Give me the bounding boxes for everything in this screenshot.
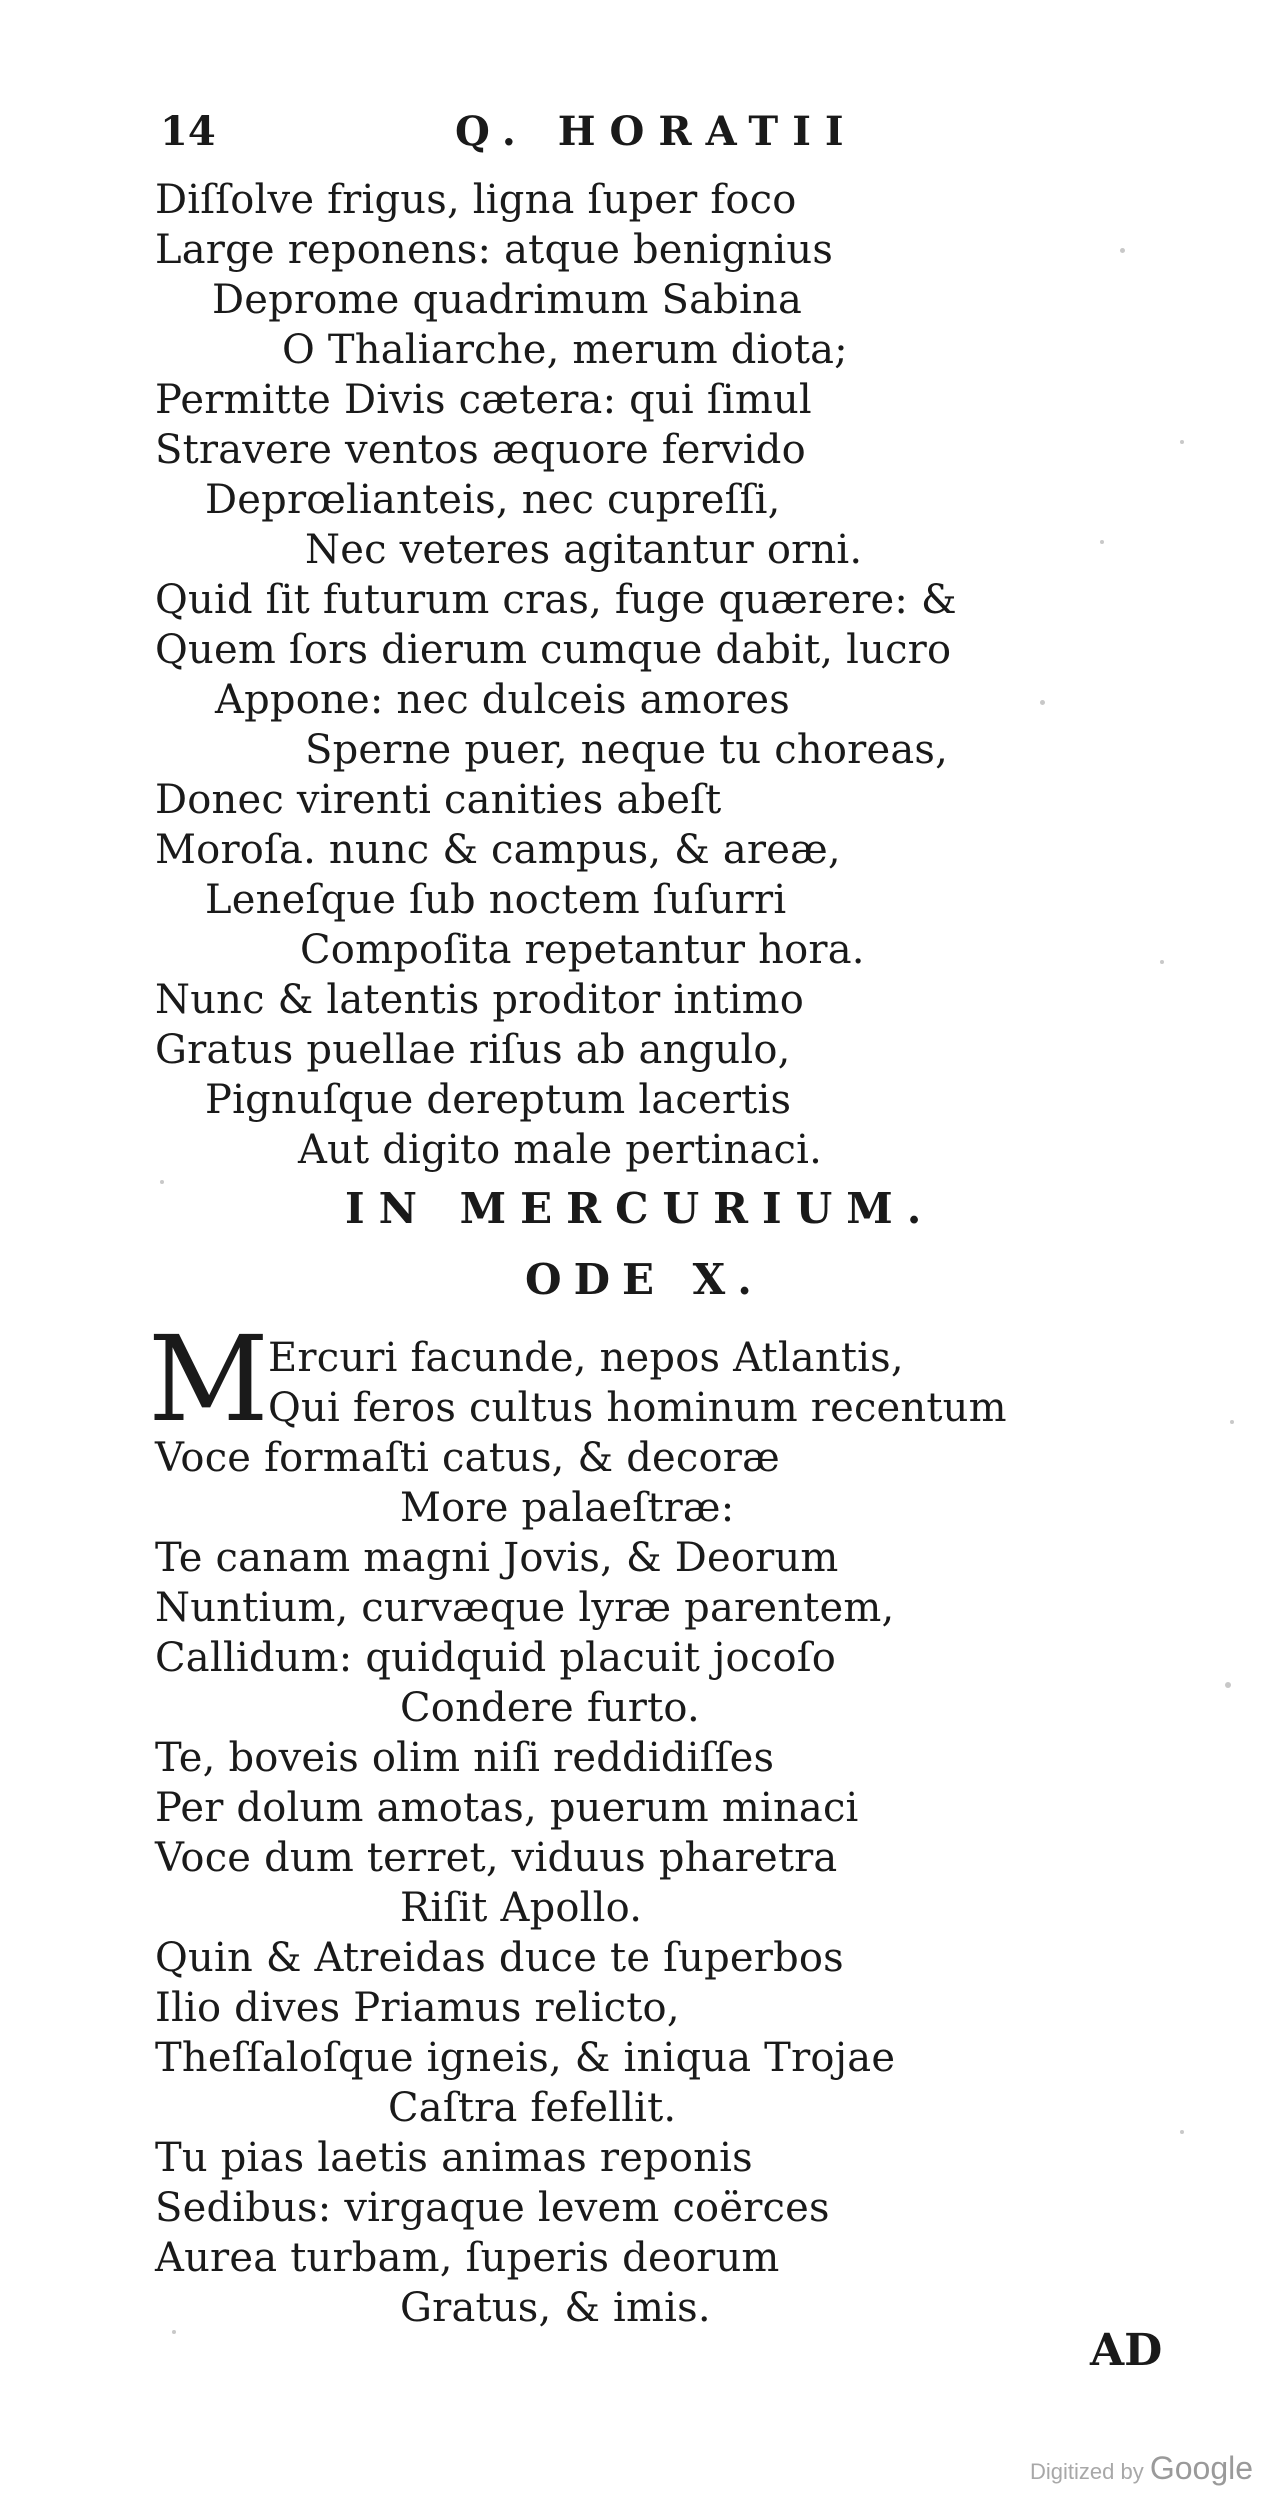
verse-line: Ilio dives Priamus relicto, bbox=[155, 1985, 680, 2031]
verse-line: Gratus puellae riſus ab angulo, bbox=[155, 1027, 791, 1073]
scan-speck bbox=[1230, 1420, 1234, 1424]
verse-line: Riſit Apollo. bbox=[400, 1885, 643, 1931]
verse-line: Tu pias laetis animas reponis bbox=[155, 2135, 753, 2181]
verse-line: Te canam magni Jovis, & Deorum bbox=[155, 1535, 839, 1581]
verse-line: Donec virenti canities abeſt bbox=[155, 777, 722, 823]
verse-line: Theſſaloſque igneis, & iniqua Trojae bbox=[155, 2035, 896, 2081]
verse-line: Aurea turbam, ſuperis deorum bbox=[155, 2235, 780, 2281]
verse-line: Gratus, & imis. bbox=[400, 2285, 711, 2331]
verse-line: Permitte Divis cætera: qui ſimul bbox=[155, 377, 812, 423]
page-number: 14 bbox=[160, 108, 216, 155]
verse-line: Quin & Atreidas duce te ſuperbos bbox=[155, 1935, 844, 1981]
scan-speck bbox=[1160, 960, 1164, 964]
verse-line: Quem ſors dierum cumque dabit, lucro bbox=[155, 627, 952, 673]
running-title: Q. HORATII bbox=[455, 108, 858, 155]
verse-line: Deprœlianteis, nec cupreſſi, bbox=[205, 477, 781, 523]
verse-line: Nec veteres agitantur orni. bbox=[305, 527, 863, 573]
scan-speck bbox=[1225, 1682, 1231, 1688]
verse-line: Caſtra fefellit. bbox=[388, 2085, 677, 2131]
verse-line: Pignuſque dereptum lacertis bbox=[205, 1077, 792, 1123]
ode-number-heading: ODE X. bbox=[525, 1255, 764, 1304]
verse-line: Deprome quadrimum Sabina bbox=[212, 277, 802, 323]
verse-line: Compoſita repetantur hora. bbox=[300, 927, 865, 973]
verse-line: Moroſa. nunc & campus, & areæ, bbox=[155, 827, 841, 873]
scan-speck bbox=[1040, 700, 1045, 705]
scan-speck bbox=[1180, 440, 1184, 444]
drop-cap: M bbox=[148, 1310, 269, 1448]
verse-line: Voce dum terret, viduus pharetra bbox=[155, 1835, 838, 1881]
verse-line: Qui feros cultus hominum recentum bbox=[268, 1385, 1007, 1431]
verse-line: Ercuri facunde, nepos Atlantis, bbox=[268, 1335, 904, 1381]
verse-line: Callidum: quidquid placuit jocoſo bbox=[155, 1635, 837, 1681]
verse-line: Quid ſit futurum cras, fuge quærere: & bbox=[155, 577, 957, 623]
scan-speck bbox=[172, 2330, 176, 2334]
digitized-prefix: Digitized by bbox=[1030, 2459, 1144, 2484]
verse-line: Appone: nec dulceis amores bbox=[215, 677, 791, 723]
verse-line: Stravere ventos æquore fervido bbox=[155, 427, 806, 473]
scan-speck bbox=[1180, 2130, 1184, 2134]
scan-speck bbox=[1100, 540, 1104, 544]
verse-line: Aut digito male pertinaci. bbox=[298, 1127, 823, 1173]
verse-line: O Thaliarche, merum diota; bbox=[282, 327, 848, 373]
verse-line: Voce formaſti catus, & decoræ bbox=[155, 1435, 780, 1481]
verse-line: Condere furto. bbox=[400, 1685, 700, 1731]
verse-line: Leneſque ſub noctem ſuſurri bbox=[205, 877, 787, 923]
verse-line: Nunc & latentis proditor intimo bbox=[155, 977, 805, 1023]
digitizer-brand: Google bbox=[1149, 2450, 1254, 2486]
verse-line: Nuntium, curvæque lyræ parentem, bbox=[155, 1585, 895, 1631]
ode-dedication-heading: IN MERCURIUM. bbox=[345, 1184, 936, 1233]
verse-line: Large reponens: atque benignius bbox=[155, 227, 834, 273]
scan-speck bbox=[160, 1180, 164, 1184]
verse-line: Per dolum amotas, puerum minaci bbox=[155, 1785, 859, 1831]
digitization-watermark bbox=[1030, 2450, 1253, 2487]
verse-line: Sperne puer, neque tu choreas, bbox=[305, 727, 949, 773]
scan-speck bbox=[1120, 248, 1125, 253]
verse-line: Sedibus: virgaque levem coërces bbox=[155, 2185, 830, 2231]
verse-line: Diſſolve frigus, ligna ſuper foco bbox=[155, 177, 797, 223]
verse-line: Te, boveis olim niſi reddidiſſes bbox=[155, 1735, 775, 1781]
verse-line: More palaeſtræ: bbox=[400, 1485, 735, 1531]
catchword: AD bbox=[1090, 2325, 1163, 2376]
